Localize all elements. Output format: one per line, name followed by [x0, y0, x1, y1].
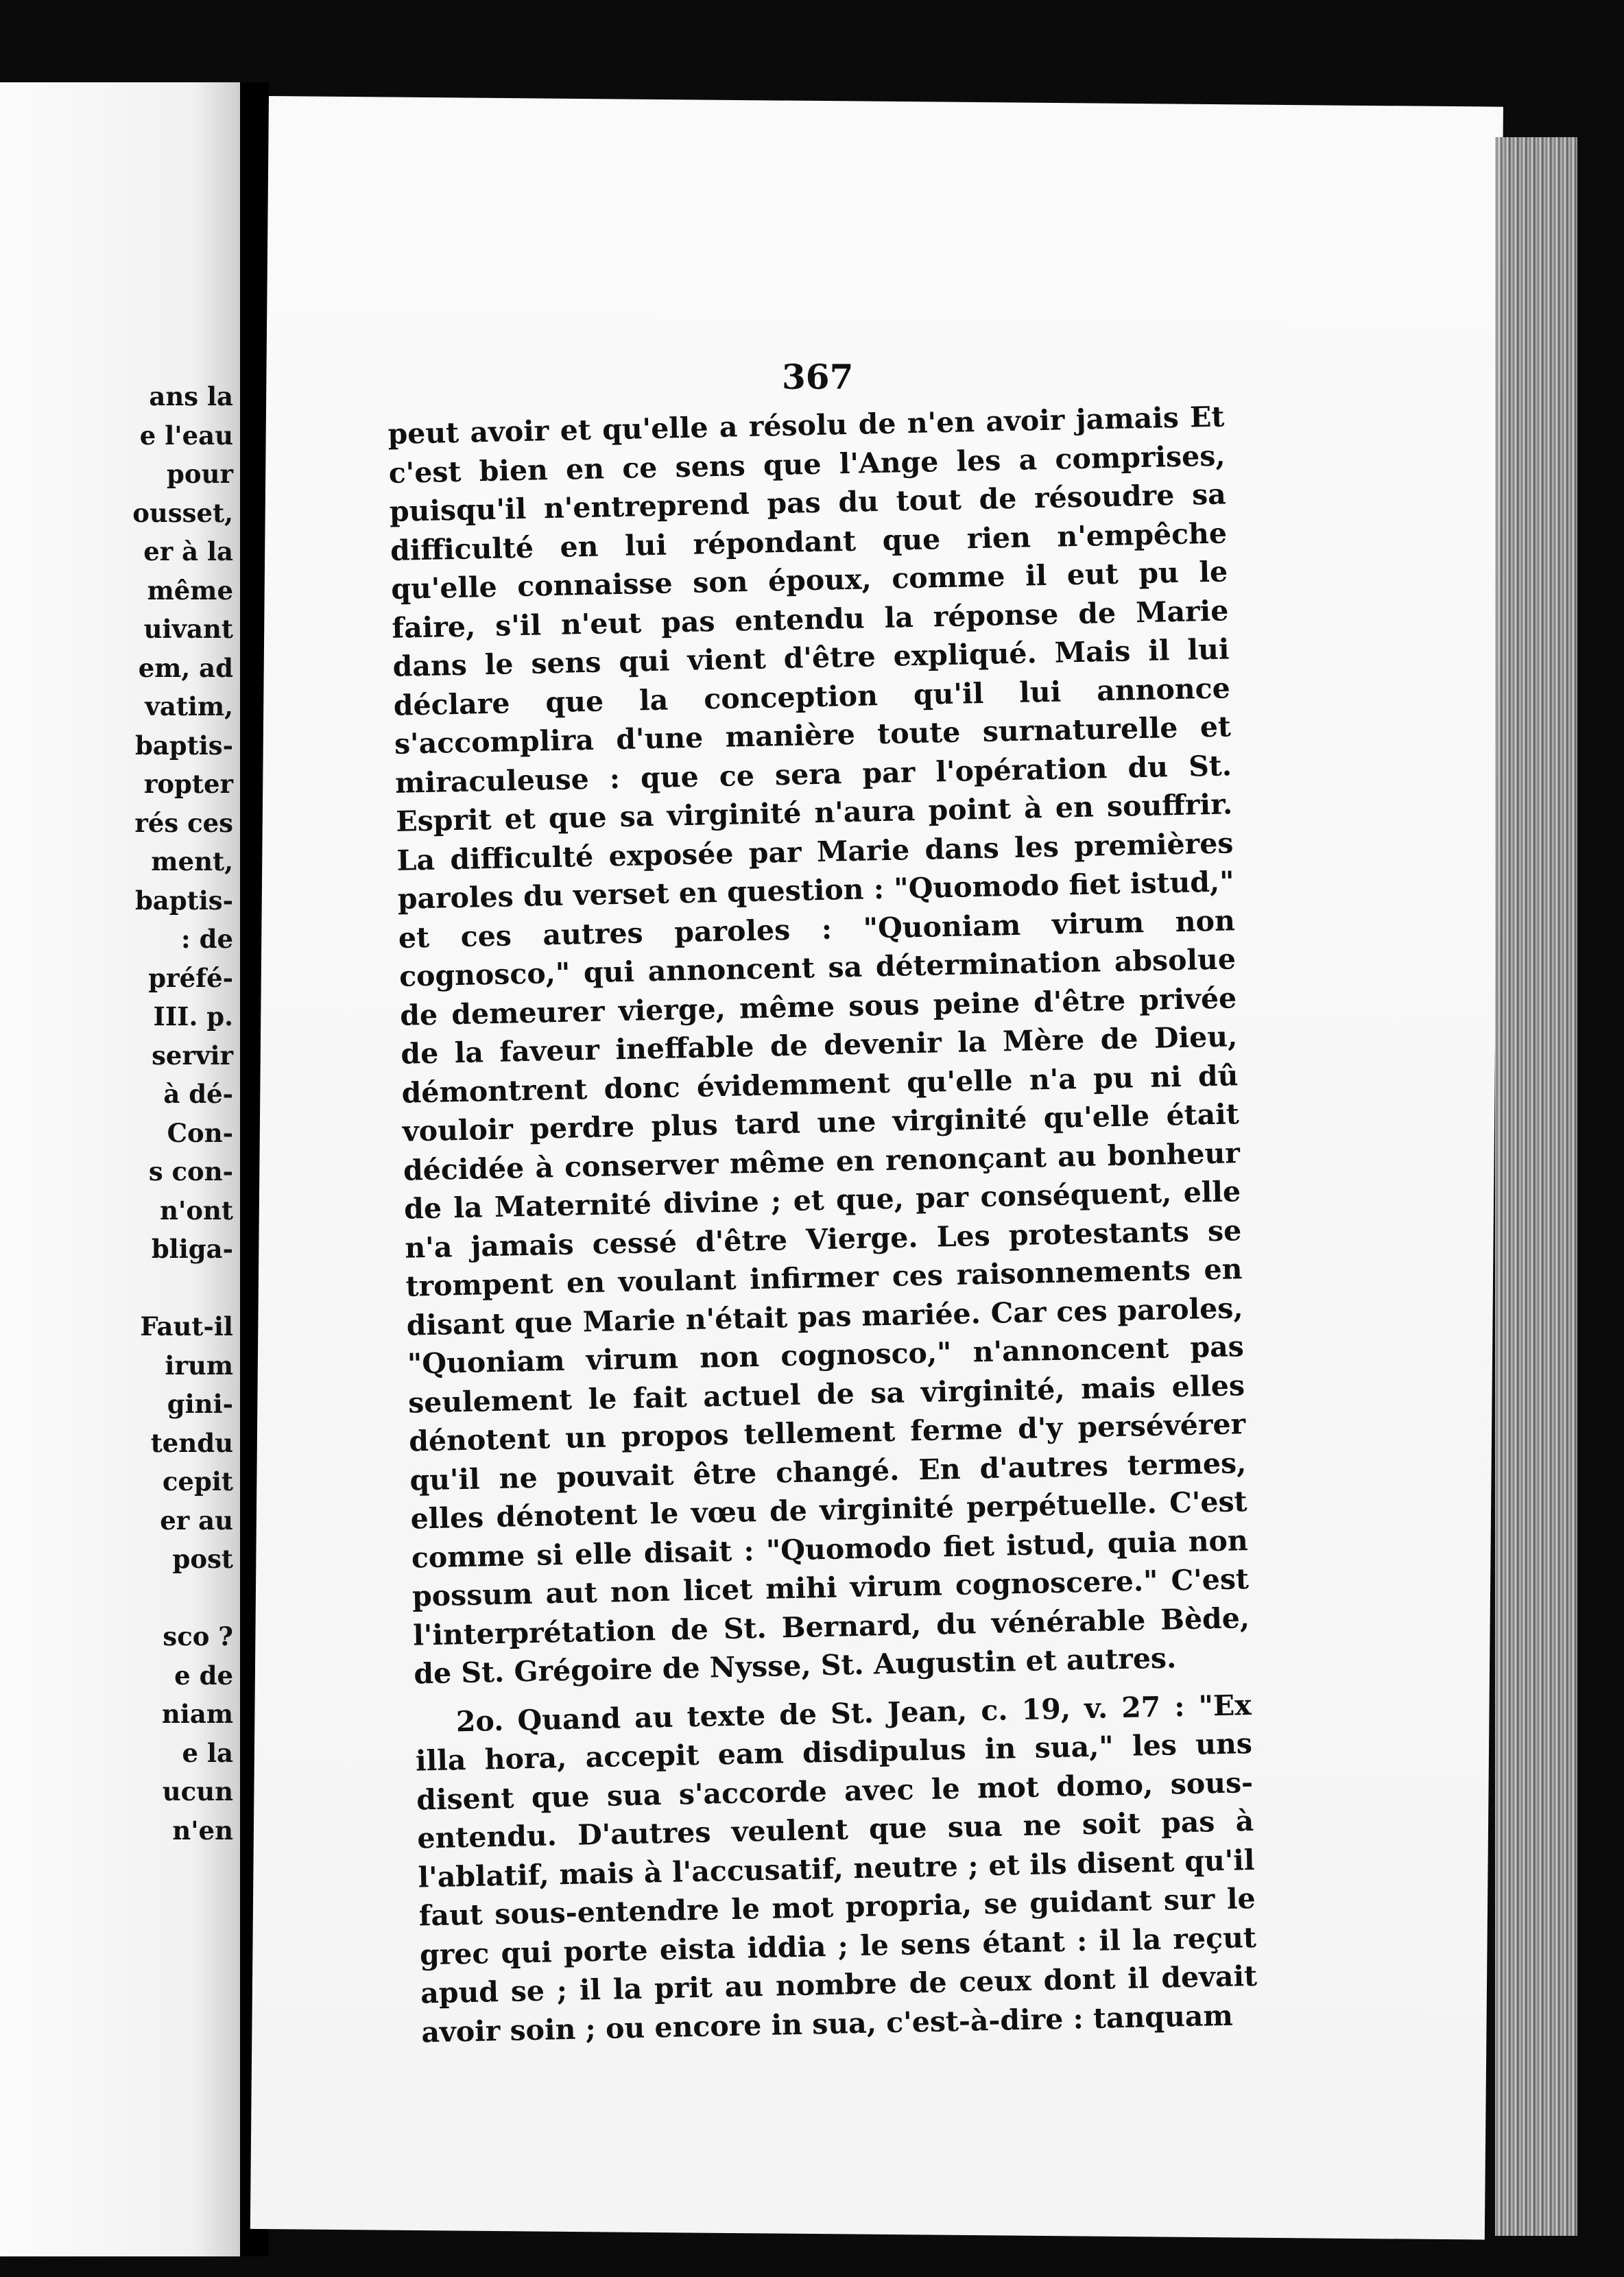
left-page-line: : de — [181, 924, 233, 954]
left-page-line: Con- — [167, 1117, 233, 1148]
left-page-line: ment, — [151, 846, 233, 877]
left-page-line: e de — [174, 1660, 233, 1691]
paragraph-2: 2o. Quand au texte de St. Jean, c. 19, v. 27 : "Ex illa hora, accepit eam disdipulus in sua," les uns disent que sua s'accorde avec le mot domo, sous-entendu. D'autres veulent que sua ne soit pas à l'ablatif, mais à l'accusatif, neutre ; et ils disent qu'il faut sous-entendre le mot propria, se guidant sur le grec qui porte eista iddia ; le sens étant : il la reçut apud se ; il la prit au nombre de ceux dont il devait avoir soin ; ou encore in sua, c'est-à-dire : tanquam — [415, 1688, 1258, 2049]
page-edges — [1495, 137, 1577, 2236]
left-page-line: uivant — [143, 614, 233, 644]
left-page-line: ousset, — [132, 497, 233, 528]
left-page-line: irum — [165, 1350, 233, 1381]
main-text — [387, 397, 1258, 2051]
left-page-line — [0, 1269, 233, 1308]
left-page-line: e l'eau — [139, 420, 233, 451]
left-page-line: rés ces — [134, 807, 233, 838]
left-page-line — [0, 1579, 233, 1618]
left-page-line: er au — [160, 1505, 233, 1536]
left-page-line: ans la — [149, 381, 233, 412]
left-page-line: niam — [161, 1699, 233, 1729]
left-page-line: em, ad — [138, 652, 233, 683]
left-page-line: servir — [152, 1040, 233, 1071]
left-page-line: s con- — [148, 1156, 233, 1187]
left-page-line: ucun — [162, 1776, 233, 1807]
page-number: 367 — [782, 357, 854, 397]
left-page-line: Faut-il — [140, 1311, 233, 1342]
left-page-line: gini- — [167, 1389, 233, 1419]
left-page-line: n'en — [172, 1815, 233, 1846]
left-page-line: III. p. — [153, 1001, 233, 1032]
left-page-line: à dé- — [163, 1079, 233, 1109]
left-page-line: vatim, — [145, 691, 233, 722]
left-page-line: n'ont — [160, 1195, 233, 1226]
left-page — [0, 82, 240, 2256]
left-page-line: pour — [167, 459, 233, 489]
left-page-line: préfé- — [148, 962, 233, 993]
left-page-text — [0, 377, 233, 1850]
left-page-line: même — [147, 575, 233, 606]
paragraph-1: peut avoir et qu'elle a résolu de n'en avoir jamais Et c'est bien en ce sens que l'Ange les a comprises, puisqu'il n'entreprend pas du tout de résoudre sa difficulté en lui répondant que rien n'empêche qu'elle connaisse son époux, comme il eut pu le faire, s'il n'eut pas entendu la réponse de Marie dans le sens qui vient d'être expliqué. Mais il lui déclare que la conception qu'il lui annonce s'accomplira d'une manière toute surnaturelle et miraculeuse : que ce sera par l'opération du St. Esprit et que sa virginité n'aura point à en souffrir. La difficulté exposée par Marie dans les premières paroles du verset en question : "Quomodo fiet istud," et ces autres paroles : "Quoniam virum non cognosco," qui annoncent sa détermination absolue de demeurer vierge, même sous peine d'être privée de la faveur ineffable de devenir la Mère de Dieu, démontrent donc évidemment qu'elle n'a pu ni dû vouloir perdre plus tard une virginité qu'elle était décidée à conserver même en renonçant au bonheur de la Maternité divine ; et que, par conséquent, elle n'a jamais cessé d'être Vierge. Les protestants se trompent en voulant infirmer ces raisonnements en disant que Marie n'était pas mariée. Car ces paroles, "Quoniam virum non cognosco," n'annoncent pas seulement le fait actuel de sa virginité, mais elles dénotent un propos tellement ferme d'y persévérer qu'il ne pouvait être changé. En d'autres termes, elles dénotent le vœu de virginité perpétuelle. C'est comme si elle disait : "Quomodo fiet istud, quia non possum aut non licet mihi virum cognoscere." C'est l'interprétation de St. Bernard, du vénérable Bède, de St. Grégoire de Nysse, St. Augustin et autres. — [387, 400, 1250, 1691]
left-page-line: ropter — [143, 769, 233, 799]
left-page-line: er à la — [143, 536, 233, 567]
left-page-line: bliga- — [151, 1234, 233, 1264]
left-page-line: tendu — [150, 1427, 233, 1458]
left-page-line: baptis- — [134, 885, 233, 916]
left-page-line: e la — [182, 1737, 233, 1768]
left-page-line: baptis- — [134, 730, 233, 761]
left-page-line: post — [172, 1544, 233, 1574]
left-page-line: sco ? — [163, 1621, 233, 1652]
left-page-line: cepit — [162, 1466, 233, 1497]
